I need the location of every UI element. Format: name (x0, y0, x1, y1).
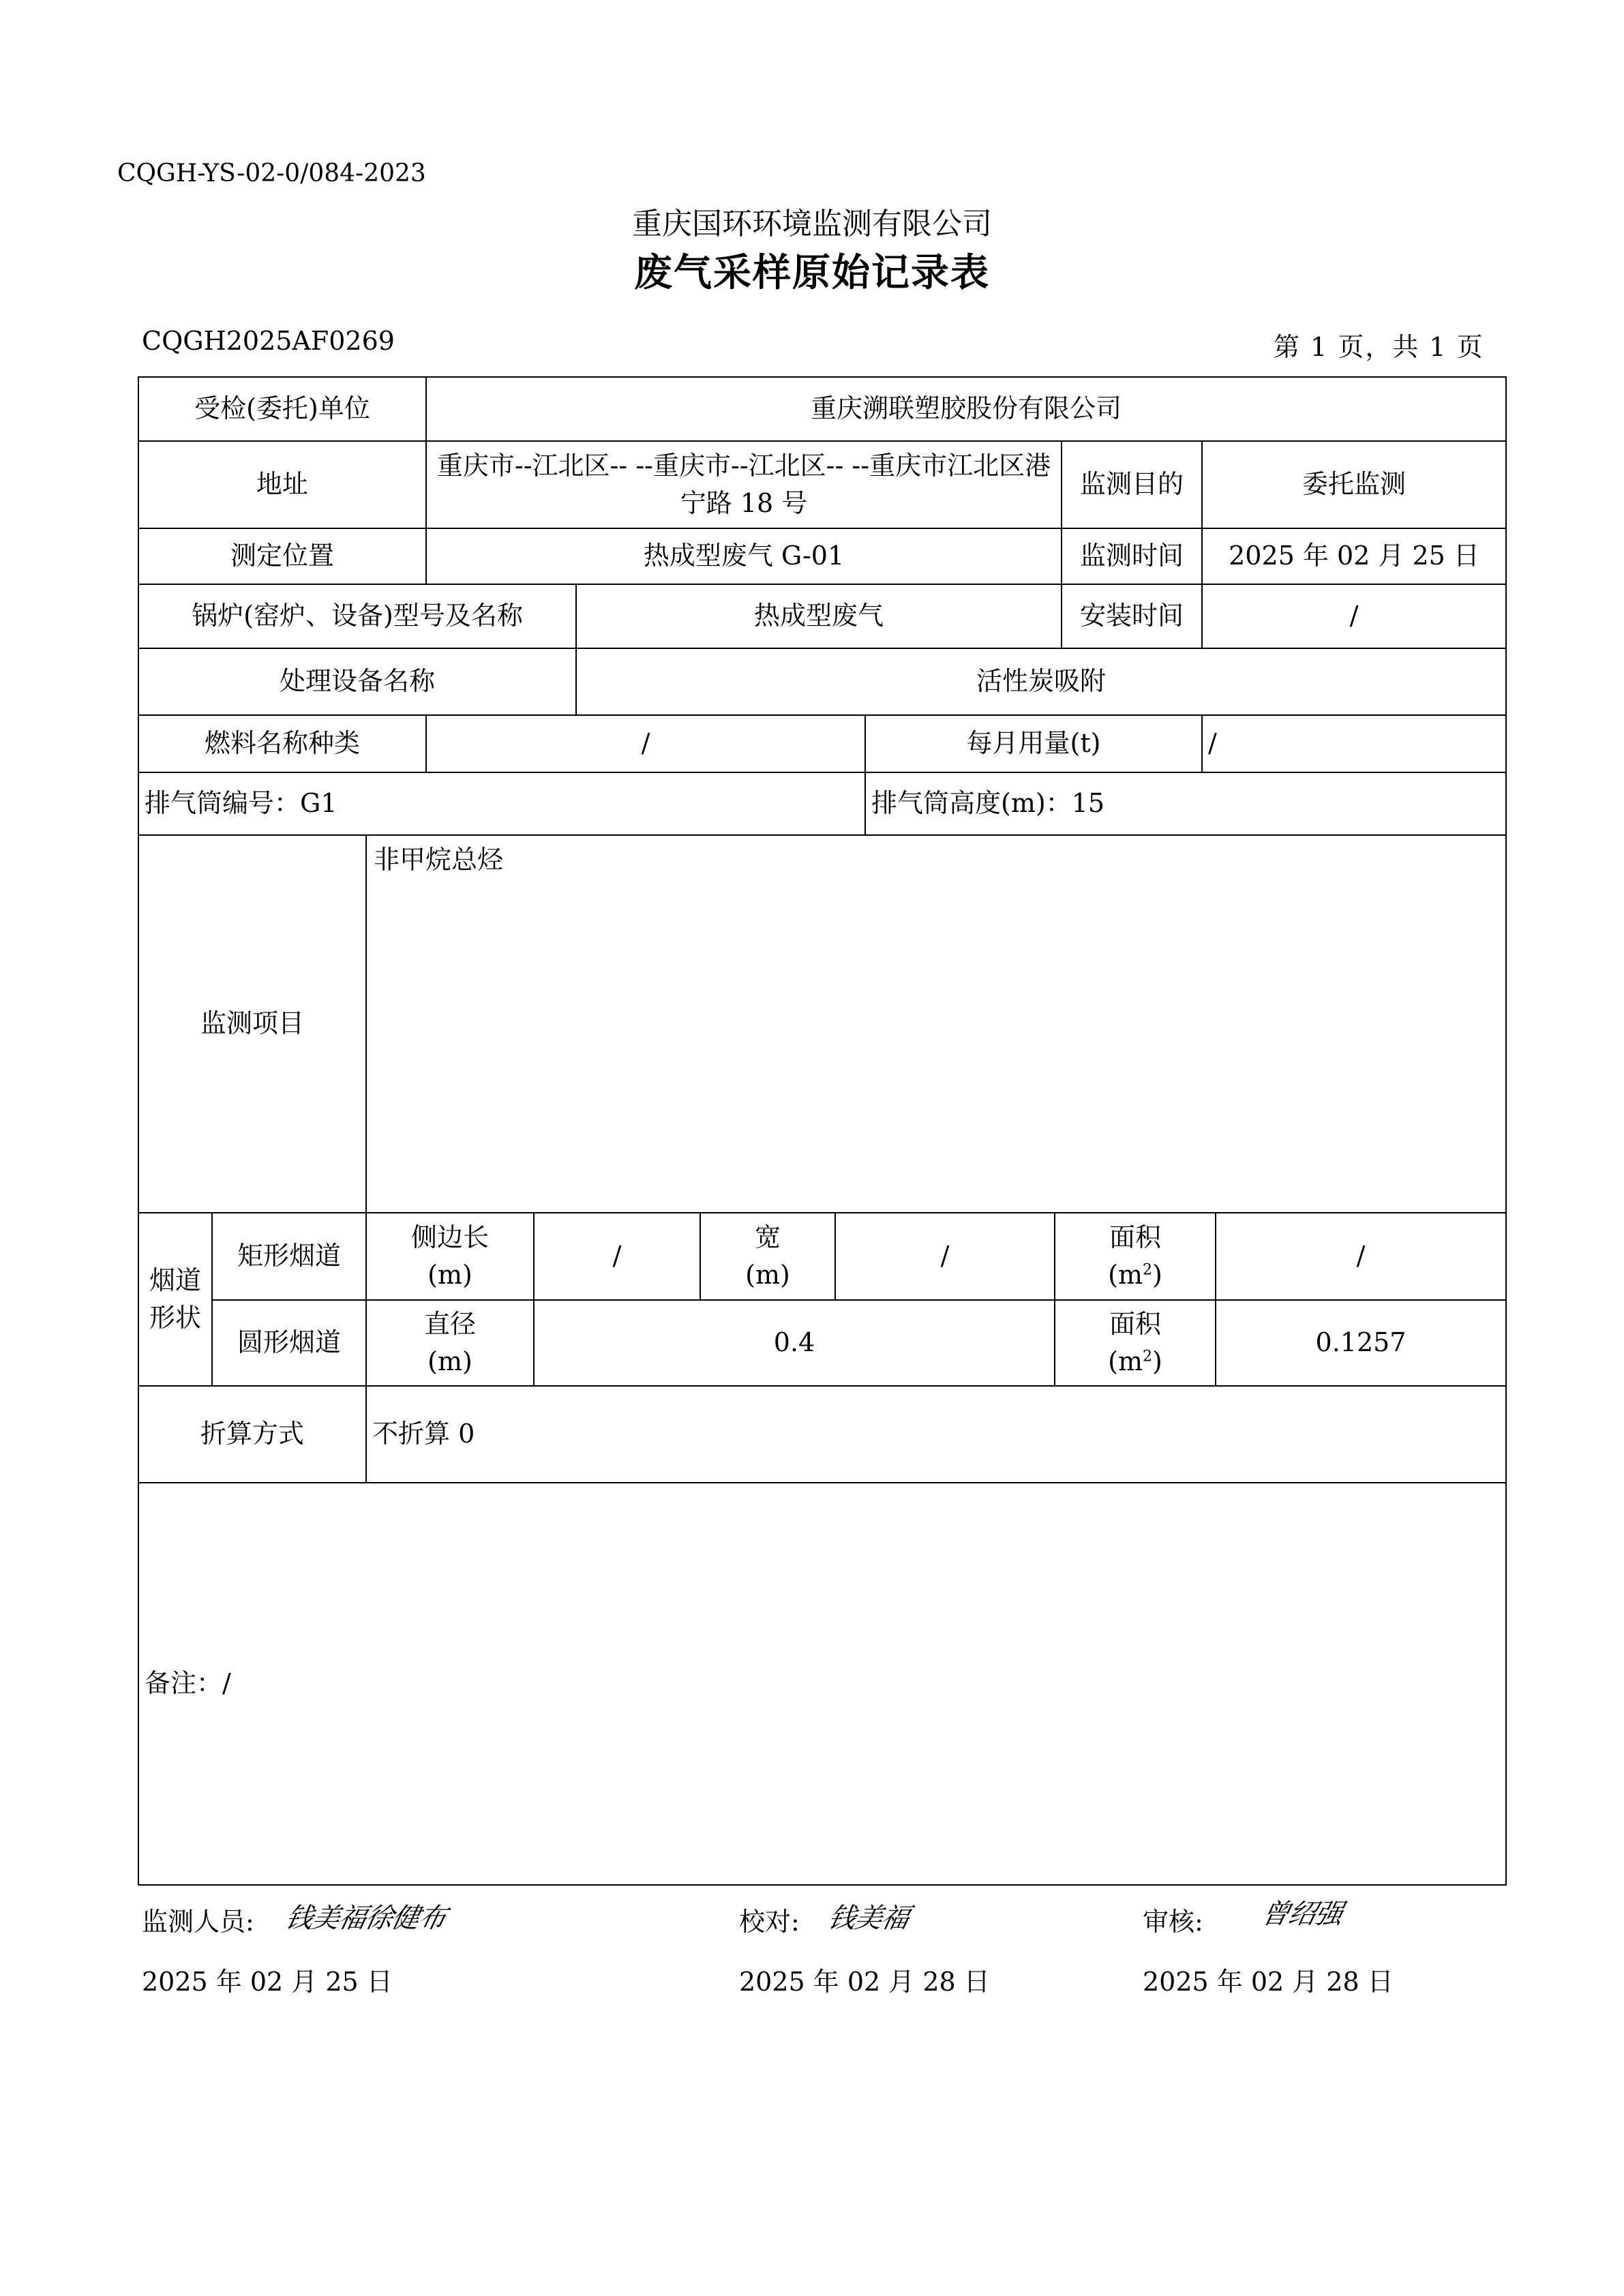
check-label: 校对: (739, 1907, 800, 1937)
duct-shape-label-line2: 形状 (149, 1303, 201, 1333)
page-title: 废气采样原始记录表 (634, 250, 990, 295)
width-unit: (m) (745, 1260, 790, 1290)
monthly-usage-value: / (1201, 714, 1507, 773)
remarks: 备注：/ (138, 1482, 1507, 1886)
rect-area-text: 面积 (1109, 1222, 1161, 1252)
treatment-value: 活性炭吸附 (575, 648, 1507, 716)
diameter-text: 直径 (423, 1308, 476, 1339)
round-area-label (1054, 1299, 1216, 1387)
rect-area-label (1054, 1212, 1216, 1301)
diameter-label (365, 1299, 535, 1387)
side-length-label (365, 1212, 535, 1301)
rect-area-value: / (1215, 1212, 1507, 1301)
stack-height: 排气筒高度(m)：15 (864, 772, 1507, 836)
width-text: 宽 (754, 1222, 781, 1252)
monitor-date: 2025 年 02 月 25 日 (142, 1967, 393, 1997)
items-label: 监测项目 (138, 834, 367, 1213)
round-area-value: 0.1257 (1215, 1299, 1507, 1387)
install-label: 安装时间 (1061, 584, 1203, 649)
width-label (700, 1212, 836, 1301)
conversion-label: 折算方式 (138, 1385, 367, 1483)
check-signature: 钱美福 (825, 1903, 912, 1934)
side-length-text: 侧边长 (410, 1222, 489, 1252)
time-label: 监测时间 (1061, 528, 1203, 585)
monitor-label: 监测人员: (142, 1907, 254, 1937)
review-label: 审核: (1143, 1907, 1203, 1937)
fuel-label: 燃料名称种类 (138, 714, 427, 773)
width-value: / (834, 1212, 1055, 1301)
review-signature: 曾绍强 (1259, 1899, 1346, 1930)
document-code: CQGH-YS-02-0/084-2023 (117, 160, 426, 187)
record-number: CQGH2025AF0269 (142, 326, 395, 356)
position-label: 测定位置 (138, 528, 427, 585)
unit-value: 重庆溯联塑胶股份有限公司 (425, 376, 1507, 442)
monitor-signature: 钱美福徐健布 (282, 1903, 449, 1934)
monthly-usage-label: 每月用量(t) (864, 714, 1203, 773)
boiler-label: 锅炉(窑炉、设备)型号及名称 (138, 584, 577, 649)
rect-area-unit: $(m^2)$ (1108, 1260, 1162, 1290)
diameter-unit: (m) (427, 1346, 472, 1376)
duct-shape-label-line1: 烟道 (149, 1265, 201, 1295)
boiler-value: 热成型废气 (575, 584, 1062, 649)
page-info: 第 1 页，共 1 页 (1274, 332, 1484, 362)
diameter-value: 0.4 (533, 1299, 1055, 1387)
round-area-text: 面积 (1109, 1308, 1161, 1339)
address-value: 重庆市--江北区-- --重庆市--江北区-- --重庆市江北区港宁路 18 号 (425, 440, 1062, 529)
rect-duct-label: 矩形烟道 (211, 1212, 367, 1301)
time-value: 2025 年 02 月 25 日 (1201, 528, 1507, 585)
check-date: 2025 年 02 月 28 日 (739, 1967, 990, 1997)
unit-label: 受检(委托)单位 (138, 376, 427, 442)
side-length-value: / (533, 1212, 701, 1301)
position-value: 热成型废气 G-01 (425, 528, 1062, 585)
round-duct-label: 圆形烟道 (211, 1299, 367, 1387)
address-label: 地址 (138, 440, 427, 529)
review-date: 2025 年 02 月 28 日 (1143, 1967, 1394, 1997)
stack-number: 排气筒编号：G1 (138, 772, 866, 836)
purpose-label: 监测目的 (1061, 440, 1203, 529)
round-area-unit: $(m^2)$ (1108, 1346, 1162, 1376)
install-value: / (1201, 584, 1507, 649)
treatment-label: 处理设备名称 (138, 648, 577, 716)
fuel-value: / (425, 714, 866, 773)
items-value: 非甲烷总烃 (365, 834, 1507, 1213)
purpose-value: 委托监测 (1201, 440, 1507, 529)
duct-shape-label (138, 1212, 213, 1387)
side-length-unit: (m) (427, 1260, 472, 1290)
company-name: 重庆国环环境监测有限公司 (632, 207, 992, 241)
conversion-value: 不折算 0 (365, 1385, 1507, 1483)
